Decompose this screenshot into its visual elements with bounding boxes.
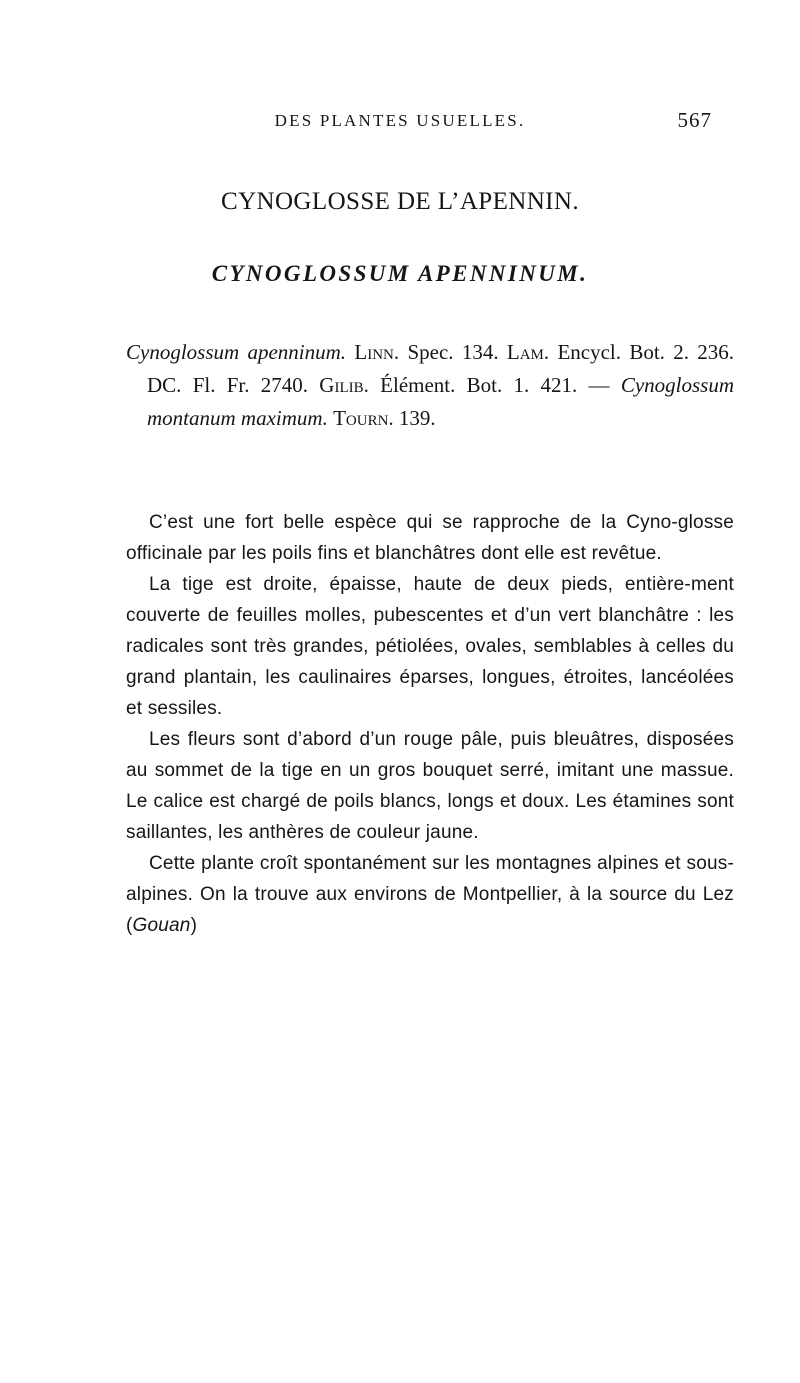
latin-title: CYNOGLOSSUM APENNINUM.: [211, 261, 589, 286]
running-head: DES PLANTES USUELLES.: [274, 111, 526, 130]
synonymy-paragraph: [126, 336, 734, 435]
author-citation: Gouan: [132, 915, 191, 936]
species-title: CYNOGLOSSE DE L’APENNIN.: [221, 188, 579, 215]
synonymy-block: [126, 336, 734, 435]
paragraph: Les fleurs sont d’abord d’un rouge pâle, puis bleuâtres, disposées au sommet de la tige en un gros bouquet serré, imitant une massue. Le calice est chargé de poils blancs, longs et doux. Les étamines sont saillantes, les anthères de couleur jaune.: [126, 729, 734, 843]
reference: Élément. Bot. 1. 421. —: [380, 373, 610, 397]
paragraph-text-end: ): [190, 915, 198, 936]
author-gilibert: Gilib.: [319, 373, 369, 397]
paragraph-text: Cette plante croît spontanément sur les montagnes alpines et sous-alpines. On la trouve aux environs de Montpellier, à la source du Lez (: [126, 853, 734, 936]
author-tournefort: Tourn.: [333, 406, 394, 430]
species-name: Cynoglossum apenninum.: [126, 340, 347, 364]
description-body: [126, 507, 734, 941]
reference: Encycl. Bot. 2. 236. DC. Fl. Fr. 2740.: [147, 340, 735, 397]
synonym-name: Cynoglossum montanum maximum.: [147, 373, 735, 430]
page-number: 567: [677, 108, 712, 132]
reference: Spec. 134.: [407, 340, 499, 364]
paragraph: La tige est droite, épaisse, haute de deux pieds, entière-ment couverte de feuilles molles, pubescentes et d’un vert blanchâtre : les radicales sont très grandes, pétiolées, ovales, semblables à celles du grand plantain, les caulinaires éparses, longues, étroites, lancéolées et sessiles.: [126, 574, 734, 719]
paragraph: [126, 848, 734, 941]
author-lamarck: Lam.: [506, 340, 550, 364]
author-linnaeus: Linn.: [354, 340, 400, 364]
paragraph: C’est une fort belle espèce qui se rapproche de la Cyno-glosse officinale par les poils fins et blanchâtres dont elle est revêtue.: [126, 512, 734, 564]
reference: 139.: [398, 406, 436, 430]
